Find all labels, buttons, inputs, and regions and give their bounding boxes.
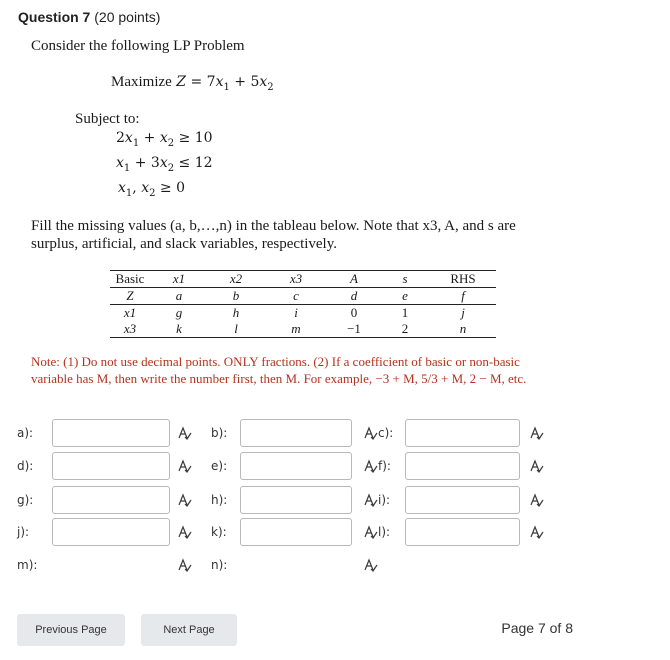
answer-input[interactable]	[405, 486, 520, 514]
answer-label: f):	[378, 459, 391, 473]
page-indicator: Page 7 of 8	[501, 620, 573, 636]
answer-input[interactable]	[240, 486, 352, 514]
answer-label: l):	[378, 525, 391, 539]
answer-input[interactable]	[405, 452, 520, 480]
tableau-cell: m	[264, 321, 328, 338]
note-text	[31, 353, 591, 387]
answer-label: d):	[17, 459, 34, 473]
subject-to-label: Subject to:	[75, 111, 140, 127]
answer-label: b):	[211, 426, 228, 440]
answer-input[interactable]	[52, 518, 170, 546]
answer-label: k):	[211, 525, 227, 539]
tableau-row-x3	[110, 321, 496, 338]
tableau-row-x1	[110, 305, 496, 322]
answer-input[interactable]	[52, 486, 170, 514]
answer-label: m):	[17, 558, 38, 572]
spellcheck-icon[interactable]	[364, 426, 378, 440]
tableau-cell: −1	[328, 321, 380, 338]
spellcheck-icon[interactable]	[364, 525, 378, 539]
question-title: Question 7	[18, 9, 91, 25]
tableau-cell: e	[380, 288, 430, 305]
note-line-1: Note: (1) Do not use decimal points. ONLY fractions. (2) If a coefficient of basic or non-basic	[31, 354, 520, 369]
spellcheck-icon[interactable]	[178, 459, 192, 473]
objective-function: Maximize $Z = 7x_1 + 5x_2$	[111, 74, 274, 93]
spellcheck-icon[interactable]	[364, 459, 378, 473]
answer-label: e):	[211, 459, 228, 473]
instruction-line-2: surplus, artificial, and slack variables, respectively.	[31, 236, 337, 252]
tableau-cell: Z	[110, 288, 150, 305]
spellcheck-icon[interactable]	[530, 525, 544, 539]
tableau-cell: h	[232, 305, 240, 320]
instruction-line-1: Fill the missing values (a, b,…,n) in the tableau below. Note that x3, A, and s are	[31, 218, 516, 234]
header-x3: x3	[264, 271, 328, 288]
question-points: (20 points)	[94, 9, 161, 25]
tableau-cell: x3	[110, 321, 150, 338]
spellcheck-icon[interactable]	[364, 558, 378, 572]
tableau-cell: b	[208, 288, 264, 305]
instruction-text	[31, 217, 631, 253]
tableau-cell: i	[294, 305, 298, 320]
problem-intro: Consider the following LP Problem	[31, 38, 245, 54]
answer-input[interactable]	[52, 452, 170, 480]
answer-input[interactable]	[240, 419, 352, 447]
header-basic: Basic	[110, 271, 150, 288]
answer-input[interactable]	[405, 419, 520, 447]
answer-label: a):	[17, 426, 34, 440]
header-x2: x2	[208, 271, 264, 288]
note-line-2: variable has M, then write the number first, then M. For example, −3 + M, 5/3 + M, 2 − M, etc.	[31, 371, 527, 386]
tableau-cell: k	[150, 321, 208, 338]
tableau-cell: l	[208, 321, 264, 338]
tableau-cell: g	[175, 305, 183, 320]
tableau-cell: 0	[350, 305, 358, 320]
objective-prefix: Maximize	[111, 74, 172, 90]
tableau-header-row	[110, 271, 496, 288]
answer-label: c):	[378, 426, 394, 440]
nonnegativity-constraint: $x_1$, $x_2 \ge 0$	[118, 180, 186, 199]
answer-label: n):	[211, 558, 228, 572]
spellcheck-icon[interactable]	[530, 459, 544, 473]
tableau-cell: 1	[401, 305, 409, 320]
spellcheck-icon[interactable]	[364, 493, 378, 507]
next-page-button[interactable]: Next Page	[141, 614, 237, 646]
spellcheck-icon[interactable]	[178, 525, 192, 539]
spellcheck-icon[interactable]	[530, 426, 544, 440]
question-header	[18, 9, 160, 25]
constraint-2: $x_1 + 3x_2 \le 12$	[116, 155, 213, 174]
answer-label: g):	[17, 493, 34, 507]
constraint-1: $2x_1 + x_2 \ge 10$	[116, 130, 213, 149]
tableau-cell: c	[264, 288, 328, 305]
spellcheck-icon[interactable]	[178, 558, 192, 572]
answer-label: j):	[17, 525, 30, 539]
tableau-cell: x1	[123, 305, 137, 320]
spellcheck-icon[interactable]	[178, 493, 192, 507]
header-s: s	[380, 271, 430, 288]
previous-page-button[interactable]: Previous Page	[17, 614, 125, 646]
answer-input[interactable]	[240, 452, 352, 480]
tableau-cell: n	[430, 321, 496, 338]
header-a: A	[328, 271, 380, 288]
answer-input[interactable]	[52, 419, 170, 447]
answer-input[interactable]	[405, 518, 520, 546]
tableau-cell: d	[328, 288, 380, 305]
header-x1: x1	[150, 271, 208, 288]
tableau-cell: a	[150, 288, 208, 305]
header-rhs: RHS	[430, 271, 496, 288]
spellcheck-icon[interactable]	[530, 493, 544, 507]
answer-label: i):	[378, 493, 391, 507]
tableau-cell: 2	[380, 321, 430, 338]
tableau-cell: f	[430, 288, 496, 305]
simplex-tableau	[110, 270, 496, 338]
tableau-cell: j	[461, 305, 465, 320]
answer-input[interactable]	[240, 518, 352, 546]
answer-label: h):	[211, 493, 228, 507]
tableau-row-z	[110, 288, 496, 305]
spellcheck-icon[interactable]	[178, 426, 192, 440]
